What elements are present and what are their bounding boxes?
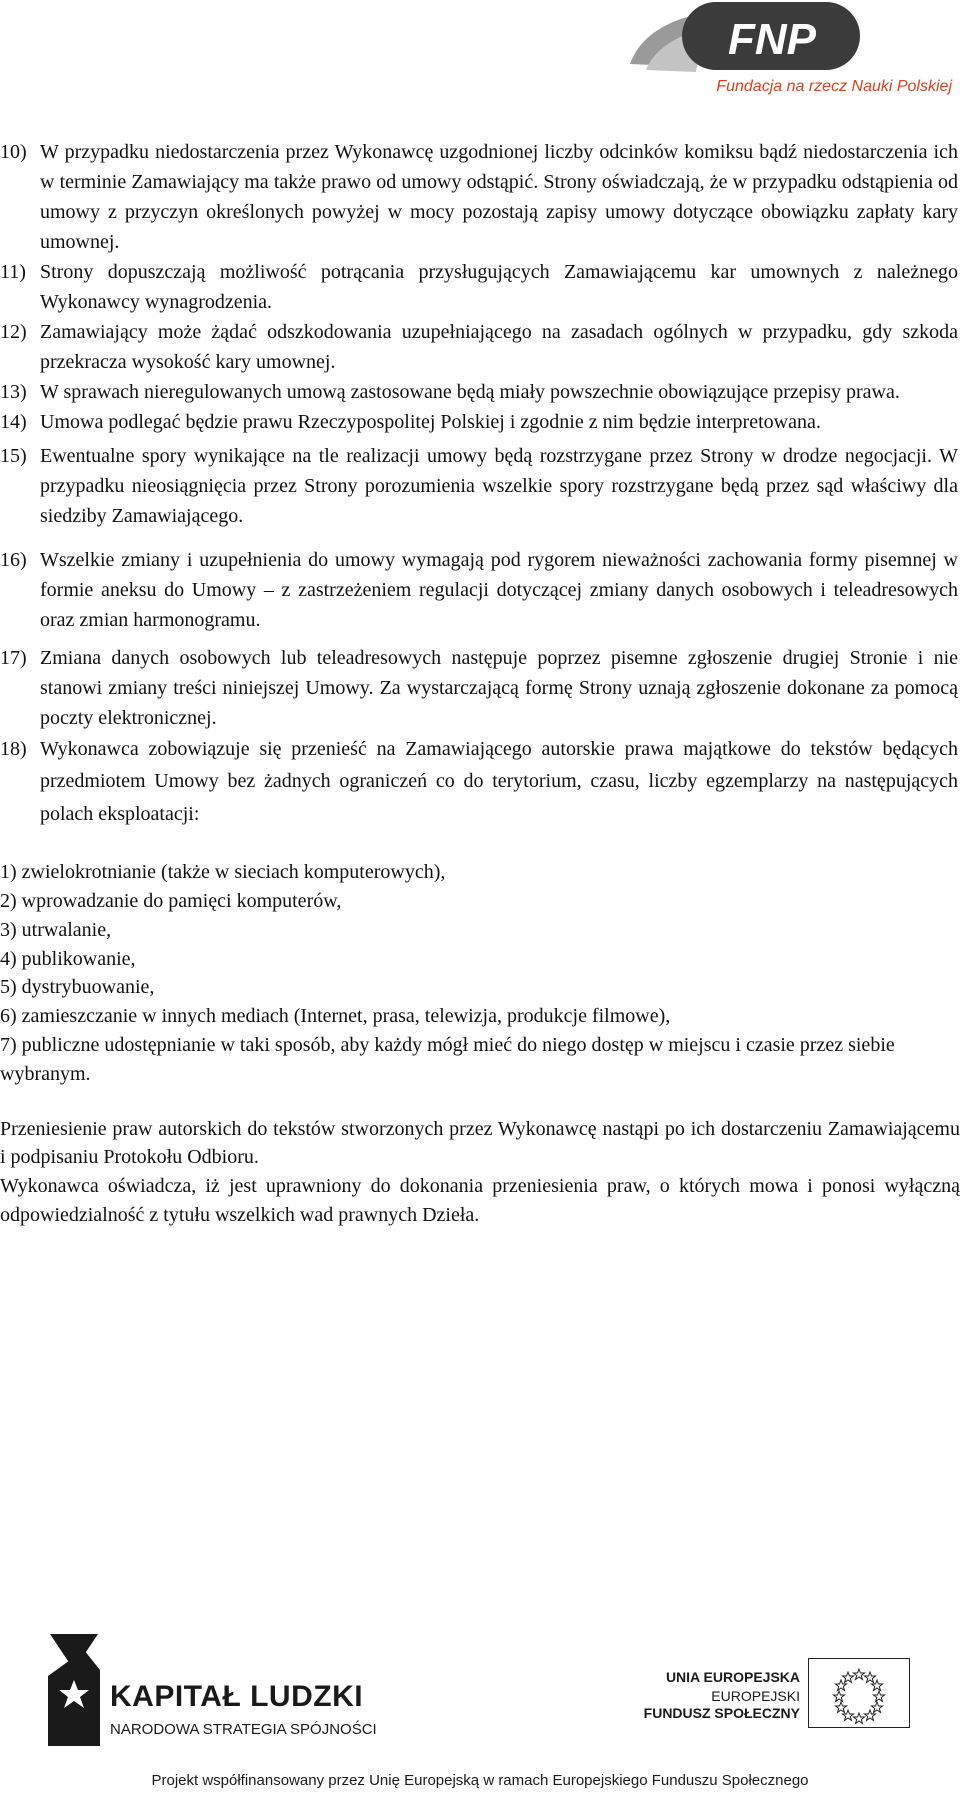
kapital-ludzki-title: KAPITAŁ LUDZKI	[110, 1680, 364, 1713]
clause-text: Zamawiający może żądać odszkodowania uzupełniającego na zasadach ogólnych w przypadku, gdy szkoda przekracza wysokość kary umownej.	[40, 321, 958, 373]
clause-number: 12)	[0, 321, 27, 343]
kapital-ludzki-subtitle: NARODOWA STRATEGIA SPÓJNOŚCI	[110, 1721, 377, 1738]
list-item: 3) utrwalanie,	[0, 918, 112, 941]
clause-12	[0, 317, 960, 377]
clause-number: 14)	[0, 411, 27, 433]
cofinancing-note: Projekt współfinansowany przez Unię Europejską w ramach Europejskiego Funduszu Społecznego	[151, 1772, 809, 1789]
clause-number: 11)	[0, 261, 26, 283]
eu-flag-icon	[808, 1658, 910, 1728]
document-body	[0, 137, 960, 1230]
paragraph-contractor-statement: Wykonawca oświadcza, iż jest uprawniony do dokonania przeniesienia praw, o których mowa i ponosi wyłączną odpowiedzialność z tytułu wszelkich wad prawnych Dzieła.	[0, 1175, 960, 1226]
list-item: 7) publiczne udostępnianie w taki sposób, aby każdy mógł mieć do niego dostęp w miejscu i czasie przez siebie wybranym.	[0, 1033, 895, 1085]
list-item: 2) wprowadzanie do pamięci komputerów,	[0, 889, 342, 912]
eu-line-3: FUNDUSZ SPOŁECZNY	[643, 1705, 800, 1721]
eu-stars-icon	[809, 1659, 909, 1727]
clause-15	[0, 441, 960, 531]
list-item: 5) dystrybuowanie,	[0, 976, 155, 999]
clause-text: Zmiana danych osobowych lub teleadresowych następuje poprzez pisemne zgłoszenie drugiej Stronie i nie stanowi zmiany treści niniejszej Umowy. Za wystarczającą formę Strony uznają zgłoszenie dokonane za pomocą poczty elektronicznej.	[40, 647, 958, 729]
eu-line-1: UNIA EUROPEJSKA	[665, 1669, 800, 1685]
footer	[0, 1630, 960, 1794]
paragraph-rights-transfer: Przeniesienie praw autorskich do tekstów stworzonych przez Wykonawcę nastąpi po ich dostarczeniu Zamawiającemu i podpisaniu Protokołu Odbioru.	[0, 1117, 960, 1169]
list-item: 6) zamieszczanie w innych mediach (Internet, prasa, telewizja, produkcje filmowe),	[0, 1005, 671, 1028]
eu-line-2: EUROPEJSKI	[711, 1688, 800, 1704]
clause-number: 18)	[0, 738, 27, 760]
clause-text: Ewentualne spory wynikające na tle realizacji umowy będą rozstrzygane przez Strony w drodze negocjacji. W przypadku nieosiągnięcia przez Strony porozumienia wszelkie spory rozstrzygane będą przez sąd właściwy dla siedziby Zamawiającego.	[40, 445, 958, 527]
clause-text: W sprawach nieregulowanych umową zastosowane będą miały powszechnie obowiązujące przepisy prawa.	[40, 381, 900, 403]
clause-text: W przypadku niedostarczenia przez Wykonawcę uzgodnionej liczby odcinków komiksu bądź niedostarczenia ich w terminie Zamawiający ma także prawo od umowy odstąpić. Strony oświadczają, że w przypadku odstąpienia od umowy z przyczyn określonych powyżej w mocy pozostają zapisy umowy dotyczące obowiązku zapłaty kary umownej.	[40, 141, 958, 253]
clause-number: 13)	[0, 381, 27, 403]
clause-number: 15)	[0, 445, 27, 467]
clause-number: 10)	[0, 141, 27, 163]
fnp-logo-graphic	[622, 0, 952, 80]
clause-14	[0, 407, 960, 437]
clause-11	[0, 257, 960, 317]
clause-18	[0, 733, 960, 830]
eu-label	[644, 1666, 800, 1722]
list-item: 4) publikowanie,	[0, 947, 136, 970]
fnp-tagline: Fundacja na rzecz Nauki Polskiej	[716, 78, 952, 95]
exploitation-fields-list	[0, 858, 960, 1088]
clause-10	[0, 137, 960, 257]
clause-text: Wykonawca zobowiązuje się przenieść na Zamawiającego autorskie prawa majątkowe do tekstów będących przedmiotem Umowy bez żadnych ograniczeń co do terytorium, czasu, liczby egzemplarzy na następujących polach eksploatacji:	[40, 738, 958, 825]
list-item: 1) zwielokrotnianie (także w sieciach komputerowych),	[0, 861, 446, 884]
clause-number: 16)	[0, 549, 27, 571]
clause-text: Wszelkie zmiany i uzupełnienia do umowy wymagają pod rygorem nieważności zachowania formy pisemnej w formie aneksu do Umowy – z zastrzeżeniem regulacji dotyczącej zmiany danych osobowych i teleadresowych oraz zmian harmonogramu.	[40, 549, 958, 631]
clause-text: Umowa podlegać będzie prawu Rzeczypospolitej Polskiej i zgodnie z nim będzie interpretowana.	[40, 411, 821, 433]
fnp-logo	[622, 0, 952, 100]
kapital-ludzki-emblem	[44, 1630, 104, 1750]
fnp-logo-text: FNP	[728, 15, 816, 64]
clause-16	[0, 545, 960, 635]
clause-13	[0, 377, 960, 407]
clause-number: 17)	[0, 647, 27, 669]
clause-17	[0, 643, 960, 733]
clause-text: Strony dopuszczają możliwość potrącania przysługujących Zamawiającemu kar umownych z należnego Wykonawcy wynagrodzenia.	[40, 261, 958, 313]
